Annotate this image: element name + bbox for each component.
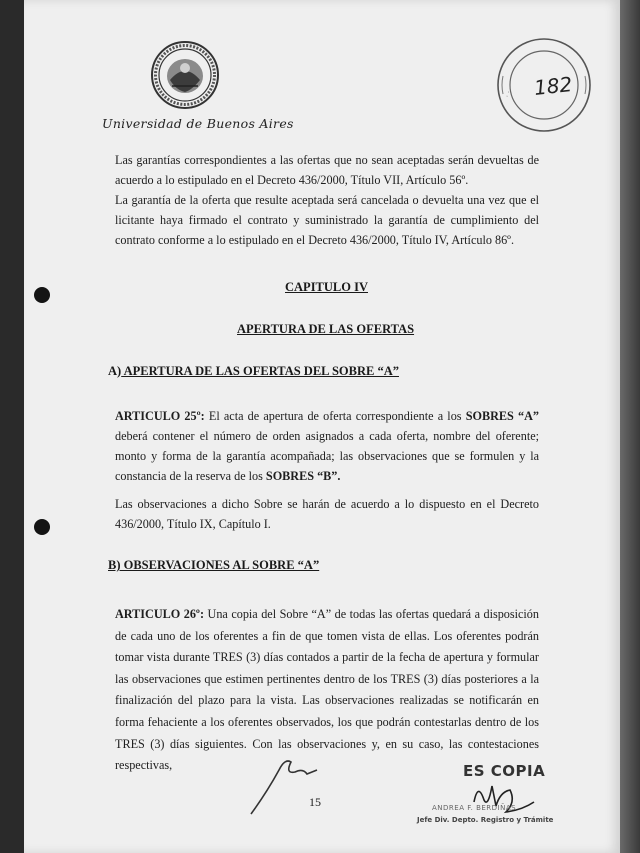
paragraph-guarantee-cancelled: La garantía de la oferta que resulte aceptada será cancelada o devuelta una vez que el licitante haya firmado el contrato y suministrado la garantía de cumplimiento del contrato conforme a lo estipulado en el Decreto 436/2000, Título IV, Artículo 86º. [115, 193, 539, 247]
svg-text:· · ·: · · · [503, 85, 515, 99]
chapter-title: CAPITULO IV [285, 280, 368, 294]
section-b-title: B) OBSERVACIONES AL SOBRE “A” [108, 558, 320, 572]
article-26-label: ARTICULO 26º: [115, 607, 205, 621]
signatory-name: ANDREA F. BERDIÑAS [432, 804, 517, 812]
paragraph-guarantees-returned: Las garantías correspondientes a las ofertas que no sean aceptadas serán devueltas de acuerdo a lo estipulado en el Decreto 436/2000, Título VII, Artículo 56º. [115, 153, 539, 187]
article-25-observations: Las observaciones a dicho Sobre se harán de acuerdo a lo dispuesto en el Decreto 436/2000, Título IX, Capítulo I. [115, 497, 539, 531]
article-25-text-2: deberá contener el número de orden asignados a cada oferta, nombre del oferente; monto y forma de la garantía acompañada; las observaciones que se formulen y la constancia de la reserva de los [115, 429, 539, 483]
section-a-heading [108, 364, 399, 379]
section-a-title: APERTURA DE LAS OFERTAS DEL SOBRE “A” [121, 364, 399, 378]
article-25 [115, 406, 539, 486]
page-edge-shadow [620, 0, 640, 853]
article-26-text: Una copia del Sobre “A” de todas las ofertas quedará a disposición de cada uno de los oferentes a fin de que tomen vista de ellas. Los oferentes podrán tomar vista durante TRES (3) días contados a partir de la fecha de apertura y formular las observaciones que estimen pertinentes dentro de los TRES (3) días posteriores a la finalización del plazo para la vista. Las observaciones realizadas se notificarán en forma fehaciente a los oferentes observados, los que podrán contestarlas dentro de los TRES (3) días siguientes. Con las observaciones y, en su caso, las contestaciones respectivas, [115, 607, 539, 773]
signatory-role: Jefe Div. Depto. Registro y Trámite [417, 816, 554, 824]
copy-stamp: ES COPIA [463, 762, 546, 780]
punch-hole-bottom [34, 519, 50, 535]
article-25-bold-2: SOBRES “B”. [265, 469, 341, 483]
university-name: Universidad de Buenos Aires [102, 116, 294, 131]
copy-stamp-signature [470, 772, 540, 822]
article-26 [115, 604, 539, 777]
article-25-text-1: El acta de apertura de oferta correspondiente a los [204, 409, 466, 423]
folio-number: 182 [532, 72, 574, 100]
article-25-label: ARTICULO 25º: [115, 409, 205, 423]
page-number: 15 [309, 795, 321, 809]
chapter-subtitle: APERTURA DE LAS OFERTAS [237, 322, 415, 336]
punch-hole-top [34, 287, 50, 303]
university-seal-icon [150, 40, 220, 110]
section-b-heading [108, 558, 319, 573]
section-a-prefix: A) [108, 364, 122, 378]
article-25-bold-1: SOBRES “A” [465, 409, 539, 423]
